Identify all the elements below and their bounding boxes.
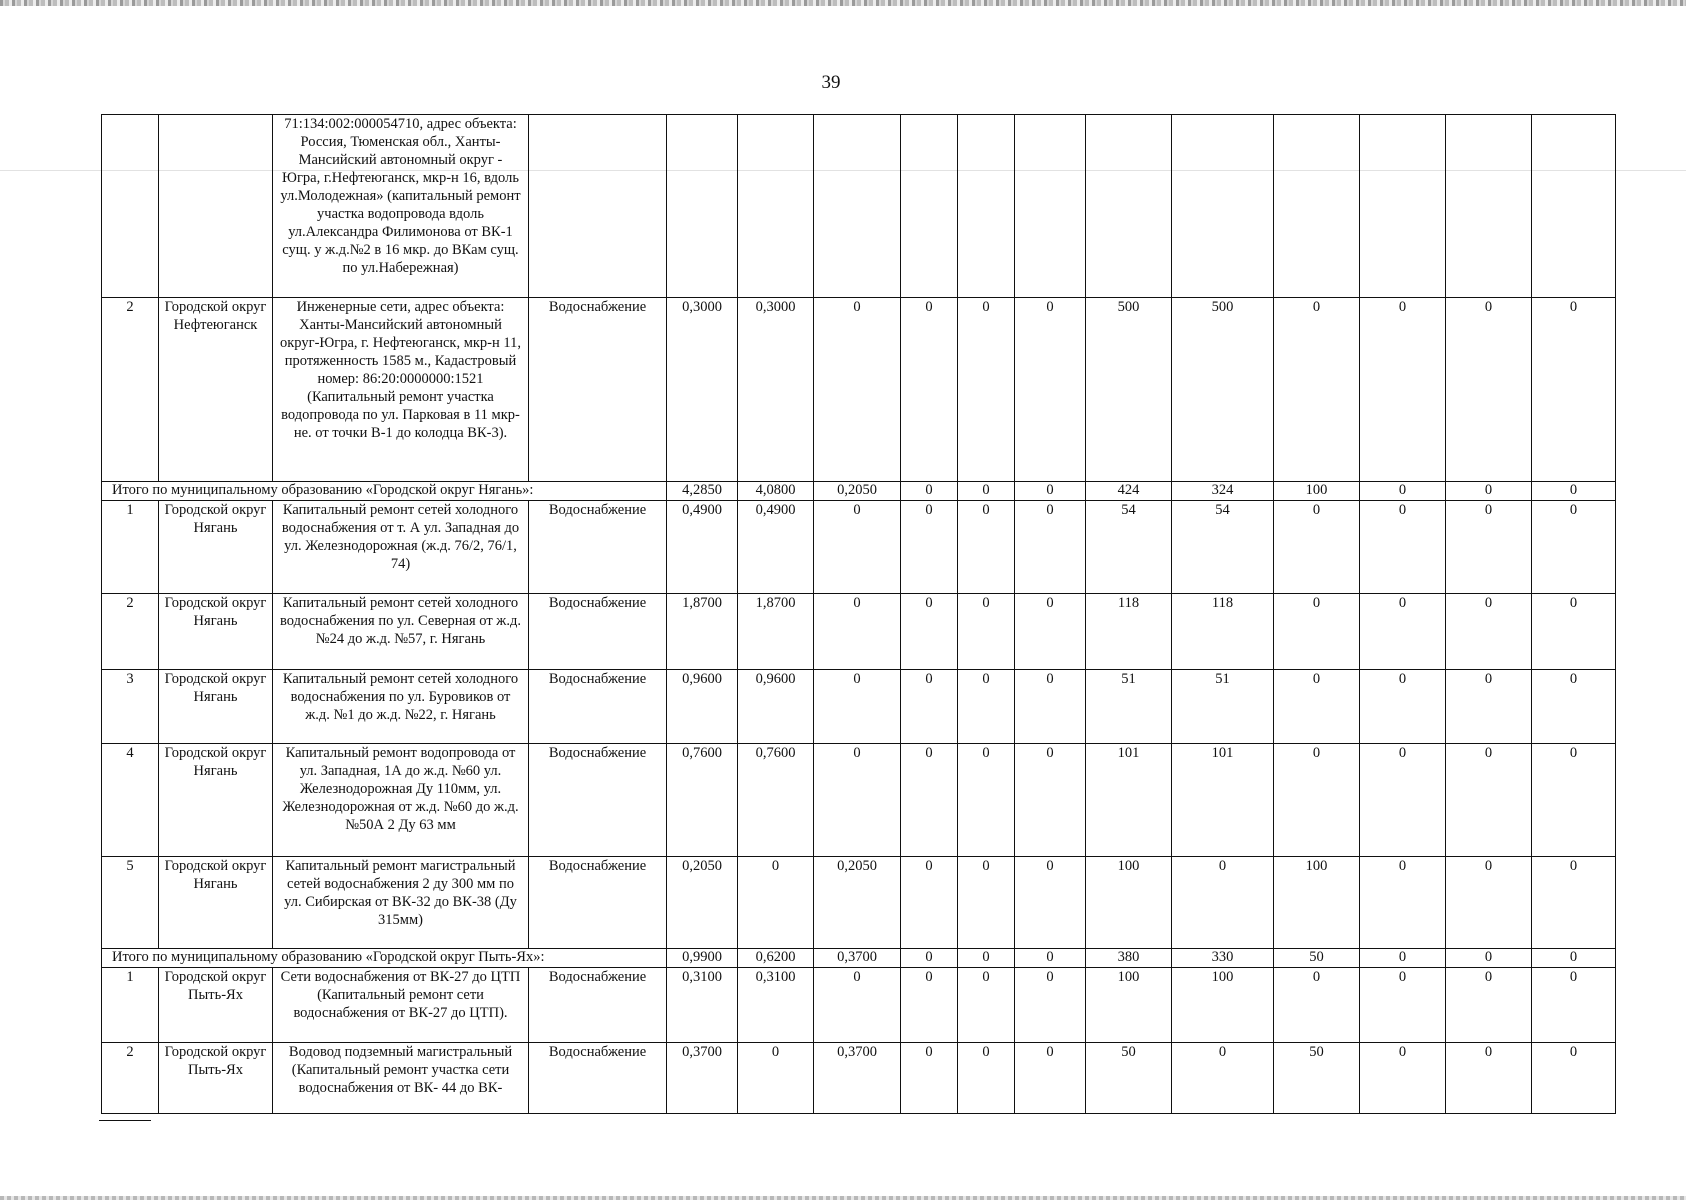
value-cell xyxy=(1086,115,1172,298)
row-number: 4 xyxy=(102,744,159,857)
value-cell: 0 xyxy=(958,857,1015,949)
subtotal-value: 0 xyxy=(1360,482,1446,501)
municipality-cell: Городской округ Пыть-Ях xyxy=(159,968,273,1043)
row-number: 5 xyxy=(102,857,159,949)
value-cell: 0 xyxy=(901,968,958,1043)
subtotal-row xyxy=(102,482,1616,501)
value-cell xyxy=(1274,115,1360,298)
value-cell: 50 xyxy=(1086,1043,1172,1114)
value-cell: 500 xyxy=(1172,298,1274,482)
municipality-cell: Городской округ Нягань xyxy=(159,594,273,670)
value-cell: 0 xyxy=(958,501,1015,594)
value-cell: 0 xyxy=(814,670,901,744)
value-cell: 0 xyxy=(958,1043,1015,1114)
value-cell: 0 xyxy=(958,670,1015,744)
value-cell: 0,3000 xyxy=(738,298,814,482)
value-cell: 0 xyxy=(1360,857,1446,949)
value-cell: 54 xyxy=(1086,501,1172,594)
value-cell: 0 xyxy=(1532,501,1616,594)
object-name-cell: Капитальный ремонт магистральный сетей водоснабжения 2 ду 300 мм по ул. Сибирская от ВК-32 до ВК-38 (Ду 315мм) xyxy=(273,857,529,949)
object-name-cell: 71:134:002:000054710, адрес объекта: Россия, Тюменская обл., Ханты-Мансийский автономный округ - Югра, г.Нефтеюганск, мкр-н 16, вдоль ул.Молодежная» (капитальный ремонт участка водопровода вдоль ул.Александра Филимонова от ВК-1 сущ. у ж.д.№2 в 16 мкр. до ВКам сущ. по ул.Набережная) xyxy=(273,115,529,298)
value-cell: 0 xyxy=(814,501,901,594)
value-cell: 0 xyxy=(901,594,958,670)
value-cell: 0 xyxy=(1015,298,1086,482)
subtotal-value: 424 xyxy=(1086,482,1172,501)
value-cell xyxy=(1172,115,1274,298)
value-cell: 0,9600 xyxy=(738,670,814,744)
value-cell xyxy=(814,115,901,298)
subtotal-value: 0 xyxy=(1446,482,1532,501)
utility-type-cell: Водоснабжение xyxy=(529,670,667,744)
municipality-cell xyxy=(159,115,273,298)
value-cell: 1,8700 xyxy=(738,594,814,670)
value-cell: 118 xyxy=(1086,594,1172,670)
value-cell: 0 xyxy=(901,1043,958,1114)
utility-type-cell: Водоснабжение xyxy=(529,857,667,949)
value-cell: 0 xyxy=(1015,968,1086,1043)
utility-type-cell xyxy=(529,115,667,298)
subtotal-value: 0 xyxy=(901,949,958,968)
row-number xyxy=(102,115,159,298)
value-cell: 0 xyxy=(1532,857,1616,949)
municipality-cell: Городской округ Нягань xyxy=(159,744,273,857)
value-cell: 0 xyxy=(814,594,901,670)
value-cell: 0 xyxy=(1446,857,1532,949)
table-row xyxy=(102,968,1616,1043)
subtotal-value: 330 xyxy=(1172,949,1274,968)
subtotal-value: 0,6200 xyxy=(738,949,814,968)
value-cell: 0 xyxy=(1446,670,1532,744)
subtotal-value: 0 xyxy=(1446,949,1532,968)
value-cell: 51 xyxy=(1086,670,1172,744)
table-row xyxy=(102,670,1616,744)
value-cell: 0 xyxy=(1360,501,1446,594)
value-cell: 54 xyxy=(1172,501,1274,594)
subtotal-value: 50 xyxy=(1274,949,1360,968)
value-cell: 0 xyxy=(1532,298,1616,482)
value-cell: 118 xyxy=(1172,594,1274,670)
value-cell: 0 xyxy=(1532,744,1616,857)
value-cell: 0,3100 xyxy=(667,968,738,1043)
subtotal-label: Итого по муниципальному образованию «Городской округ Пыть-Ях»: xyxy=(102,949,667,968)
subtotal-row xyxy=(102,949,1616,968)
object-name-cell: Капитальный ремонт водопровода от ул. Западная, 1А до ж.д. №60 ул. Железнодорожная Ду 110мм, ул. Железнодорожная от ж.д. №60 до ж.д. №50А 2 Ду 63 мм xyxy=(273,744,529,857)
object-name-cell: Капитальный ремонт сетей холодного водоснабжения от т. А ул. Западная до ул. Железнодорожная (ж.д. 76/2, 76/1, 74) xyxy=(273,501,529,594)
value-cell: 0 xyxy=(1360,1043,1446,1114)
subtotal-value: 0,2050 xyxy=(814,482,901,501)
table-body xyxy=(102,115,1616,1114)
value-cell: 0 xyxy=(958,744,1015,857)
value-cell: 0 xyxy=(1532,1043,1616,1114)
object-name-cell: Сети водоснабжения от ВК-27 до ЦТП (Капитальный ремонт сети водоснабжения от ВК-27 до ЦТП). xyxy=(273,968,529,1043)
table-row xyxy=(102,298,1616,482)
subtotal-value: 4,2850 xyxy=(667,482,738,501)
municipality-cell: Городской округ Пыть-Ях xyxy=(159,1043,273,1114)
value-cell: 0 xyxy=(901,501,958,594)
value-cell: 0 xyxy=(1172,1043,1274,1114)
value-cell: 0 xyxy=(1274,501,1360,594)
value-cell xyxy=(738,115,814,298)
value-cell: 0 xyxy=(814,298,901,482)
value-cell: 0 xyxy=(738,857,814,949)
subtotal-value: 324 xyxy=(1172,482,1274,501)
row-number: 1 xyxy=(102,501,159,594)
value-cell: 0 xyxy=(738,1043,814,1114)
value-cell: 0 xyxy=(1360,968,1446,1043)
value-cell: 0 xyxy=(1360,744,1446,857)
subtotal-value: 0 xyxy=(1015,949,1086,968)
table-row xyxy=(102,857,1616,949)
value-cell: 50 xyxy=(1274,1043,1360,1114)
value-cell: 0 xyxy=(1446,594,1532,670)
municipality-cell: Городской округ Нягань xyxy=(159,670,273,744)
value-cell: 0,4900 xyxy=(667,501,738,594)
subtotal-value: 0,3700 xyxy=(814,949,901,968)
row-number: 1 xyxy=(102,968,159,1043)
value-cell: 0,4900 xyxy=(738,501,814,594)
table-row xyxy=(102,744,1616,857)
value-cell xyxy=(901,115,958,298)
page-number: 39 xyxy=(821,72,841,93)
object-name-cell: Водовод подземный магистральный (Капитальный ремонт участка сети водоснабжения от ВК- 44 до ВК- xyxy=(273,1043,529,1114)
value-cell: 0 xyxy=(1274,968,1360,1043)
value-cell: 0 xyxy=(1532,968,1616,1043)
value-cell: 0 xyxy=(814,968,901,1043)
value-cell xyxy=(667,115,738,298)
value-cell: 0 xyxy=(1446,501,1532,594)
subtotal-value: 0 xyxy=(958,482,1015,501)
table-row xyxy=(102,501,1616,594)
value-cell: 0 xyxy=(1446,1043,1532,1114)
scan-edge-top xyxy=(0,0,1686,6)
subtotal-value: 0 xyxy=(1360,949,1446,968)
value-cell: 0 xyxy=(1015,594,1086,670)
value-cell: 0,3700 xyxy=(667,1043,738,1114)
value-cell: 0 xyxy=(1015,670,1086,744)
subtotal-value: 0 xyxy=(1015,482,1086,501)
value-cell: 0,7600 xyxy=(667,744,738,857)
value-cell: 101 xyxy=(1086,744,1172,857)
value-cell: 0 xyxy=(1274,670,1360,744)
table-row xyxy=(102,1043,1616,1114)
value-cell: 101 xyxy=(1172,744,1274,857)
value-cell: 0,3700 xyxy=(814,1043,901,1114)
value-cell: 0 xyxy=(814,744,901,857)
value-cell: 1,8700 xyxy=(667,594,738,670)
subtotal-label: Итого по муниципальному образованию «Городской округ Нягань»: xyxy=(102,482,667,501)
value-cell: 0 xyxy=(1274,594,1360,670)
subtotal-value: 0 xyxy=(1532,949,1616,968)
value-cell: 0,9600 xyxy=(667,670,738,744)
value-cell: 0 xyxy=(901,298,958,482)
table-row xyxy=(102,115,1616,298)
subtotal-value: 0,9900 xyxy=(667,949,738,968)
object-name-cell: Инженерные сети, адрес объекта: Ханты-Мансийский автономный округ-Югра, г. Нефтеюганск, мкр-н 11, протяженность 1585 м., Кадастровый номер: 86:20:0000000:1521 (Капитальный ремонт участка водопровода по ул. Парковая в 11 мкр-не. от точки В-1 до колодца ВК-3). xyxy=(273,298,529,482)
value-cell: 51 xyxy=(1172,670,1274,744)
value-cell: 0 xyxy=(1360,298,1446,482)
subtotal-value: 100 xyxy=(1274,482,1360,501)
value-cell: 100 xyxy=(1172,968,1274,1043)
subtotal-value: 0 xyxy=(1532,482,1616,501)
value-cell: 0 xyxy=(1532,594,1616,670)
subtotal-value: 380 xyxy=(1086,949,1172,968)
subtotal-value: 0 xyxy=(901,482,958,501)
utility-type-cell: Водоснабжение xyxy=(529,1043,667,1114)
row-number: 2 xyxy=(102,594,159,670)
value-cell: 0 xyxy=(901,857,958,949)
value-cell: 0,2050 xyxy=(814,857,901,949)
value-cell: 0,7600 xyxy=(738,744,814,857)
value-cell: 0,3000 xyxy=(667,298,738,482)
table-bottom-stub xyxy=(99,1120,151,1121)
utility-type-cell: Водоснабжение xyxy=(529,968,667,1043)
municipality-cell: Городской округ Нефтеюганск xyxy=(159,298,273,482)
table-row xyxy=(102,594,1616,670)
value-cell: 0 xyxy=(958,594,1015,670)
value-cell: 0 xyxy=(1015,857,1086,949)
municipality-cell: Городской округ Нягань xyxy=(159,501,273,594)
investment-program-table xyxy=(101,114,1616,1114)
value-cell: 0 xyxy=(1446,744,1532,857)
value-cell: 0 xyxy=(1360,594,1446,670)
utility-type-cell: Водоснабжение xyxy=(529,298,667,482)
value-cell: 0 xyxy=(958,298,1015,482)
value-cell xyxy=(1532,115,1616,298)
value-cell: 0,2050 xyxy=(667,857,738,949)
value-cell: 500 xyxy=(1086,298,1172,482)
value-cell: 0 xyxy=(1015,744,1086,857)
value-cell: 100 xyxy=(1274,857,1360,949)
value-cell xyxy=(1360,115,1446,298)
value-cell: 0 xyxy=(1446,298,1532,482)
utility-type-cell: Водоснабжение xyxy=(529,744,667,857)
subtotal-value: 0 xyxy=(958,949,1015,968)
row-number: 3 xyxy=(102,670,159,744)
value-cell: 0 xyxy=(1532,670,1616,744)
scan-edge-bottom xyxy=(0,1196,1686,1200)
value-cell: 100 xyxy=(1086,857,1172,949)
value-cell: 0,3100 xyxy=(738,968,814,1043)
utility-type-cell: Водоснабжение xyxy=(529,594,667,670)
utility-type-cell: Водоснабжение xyxy=(529,501,667,594)
value-cell xyxy=(958,115,1015,298)
subtotal-value: 4,0800 xyxy=(738,482,814,501)
value-cell: 0 xyxy=(901,744,958,857)
value-cell xyxy=(1446,115,1532,298)
row-number: 2 xyxy=(102,1043,159,1114)
object-name-cell: Капитальный ремонт сетей холодного водоснабжения по ул. Буровиков от ж.д. №1 до ж.д. №22, г. Нягань xyxy=(273,670,529,744)
object-name-cell: Капитальный ремонт сетей холодного водоснабжения по ул. Северная от ж.д. №24 до ж.д. №57, г. Нягань xyxy=(273,594,529,670)
value-cell: 0 xyxy=(1274,298,1360,482)
value-cell: 0 xyxy=(1015,1043,1086,1114)
value-cell xyxy=(1015,115,1086,298)
value-cell: 0 xyxy=(1360,670,1446,744)
value-cell: 100 xyxy=(1086,968,1172,1043)
value-cell: 0 xyxy=(1015,501,1086,594)
value-cell: 0 xyxy=(901,670,958,744)
value-cell: 0 xyxy=(958,968,1015,1043)
value-cell: 0 xyxy=(1274,744,1360,857)
value-cell: 0 xyxy=(1446,968,1532,1043)
value-cell: 0 xyxy=(1172,857,1274,949)
row-number: 2 xyxy=(102,298,159,482)
municipality-cell: Городской округ Нягань xyxy=(159,857,273,949)
